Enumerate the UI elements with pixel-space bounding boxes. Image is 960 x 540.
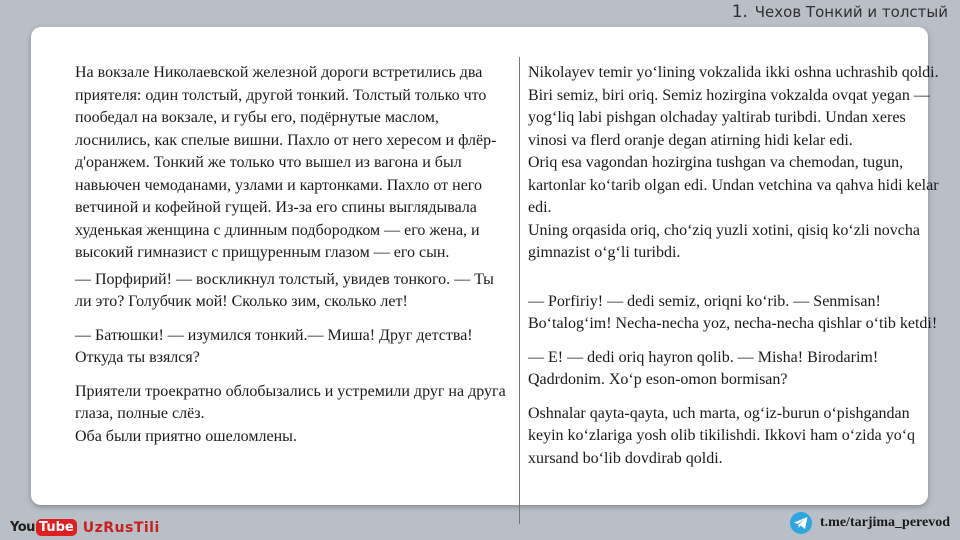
russian-column (75, 62, 511, 448)
slide-number: 1. (731, 2, 748, 22)
uzbek-paragraph-4: Oshnalar qayta-qayta, uch marta, ogʻiz-burun oʻpishgandan keyin koʻzlariga yosh olib tikilishdi. Ikkovi ham oʻzida yoʻq xursand boʻlib dovdirab qoldi. (528, 404, 916, 467)
slide-title-text: Чехов Тонкий и толстый (754, 3, 948, 21)
telegram-contact[interactable] (790, 512, 950, 534)
telegram-link[interactable]: t.me/tarjima_perevod (820, 515, 950, 530)
uzbek-paragraph-1: Nikolayev temir yoʻlining vokzalida ikki oshna uchrashib qoldi. Biri semiz, biri oriq. Semiz hozirgina vokzalda ovqat yegan — yogʻliq labi pishgan olchaday yaltirab turibdi. Undan xeres vinosi va flerd oranje degan atirning hidi kelar edi. Oriq esa vagondan hozirgina tushgan va chemodan, tugun, kartonlar koʻtarib olgan edi. Undan vetchina va qahva hidi kelar edi. Uning orqasida oriq, choʻziq yuzli xotini, qisiq koʻzli novcha gimnazist oʻgʻli turibdi. (528, 64, 939, 261)
text-card (31, 27, 939, 505)
youtube-brand[interactable] (10, 519, 160, 536)
russian-paragraph-2: — Порфирий! — воскликнул толстый, увидев тонкого. — Ты ли это? Голубчик мой! Сколько зим, сколько лет! (75, 270, 494, 310)
column-divider (519, 57, 520, 524)
telegram-icon (790, 512, 812, 534)
russian-paragraph-1: На вокзале Николаевской железной дороги встретились два приятеля: один толстый, другой тонкий. Толстый только что пообедал на вокзале, и губы его, подёрнутые маслом, лоснились, как спелые вишни. Пахло от него хересом и флёр-д'оранжем. Тонкий же только что вышел из вагона и был навьючен чемоданами, узлами и картонками. Пахло от него ветчиной и кофейной гущей. Из-за его спины выглядывала худенькая женщина с длинным подбородком — его жена, и высокий гимназист с прищуренным глазом — его сын. (75, 64, 497, 261)
channel-name: UzRusTili (82, 519, 160, 536)
russian-paragraph-3: — Батюшки! — изумился тонкий.— Миша! Друг детства! Откуда ты взялся? (75, 326, 473, 366)
uzbek-paragraph-3: — E! — dedi oriq hayron qolib. — Misha! Birodarim! Qadrdonim. Xoʻp eson-omon bormisan? (528, 348, 879, 388)
youtube-logo-you: You (10, 520, 35, 535)
uzbek-column (528, 62, 948, 470)
uzbek-paragraph-2: — Porfiriy! — dedi semiz, oriqni koʻrib. — Senmisan! Boʻtalogʻim! Necha-necha yoz, necha-necha qishlar oʻtib ketdi! (528, 292, 938, 332)
youtube-logo-tube: Tube (36, 519, 77, 536)
slide-title (732, 2, 948, 22)
russian-paragraph-4: Приятели троекратно облобызались и устремили друг на друга глаза, полные слёз. Оба были приятно ошеломлены. (75, 382, 506, 445)
